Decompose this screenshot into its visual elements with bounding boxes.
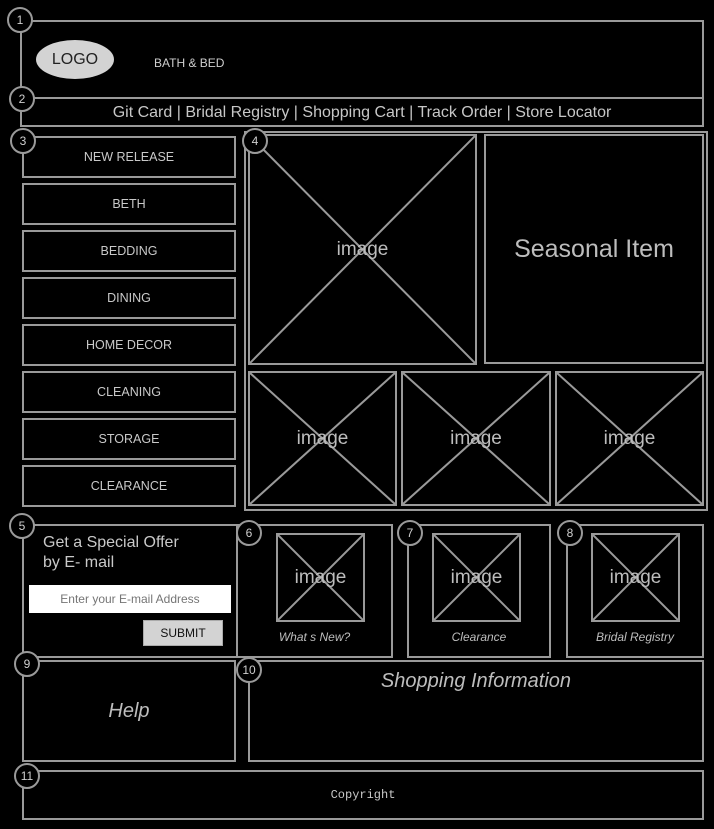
help-panel[interactable]: Help (22, 660, 236, 762)
section-number-10: 10 (236, 657, 262, 683)
brand-name: BATH & BED (154, 56, 225, 70)
image-label: image (450, 566, 503, 588)
promo-image-clearance[interactable] (432, 533, 521, 622)
offer-title-line2: by E- mail (43, 554, 115, 571)
section-number-8: 8 (557, 520, 583, 546)
image-label: image (336, 238, 389, 260)
section-number-2: 2 (9, 86, 35, 112)
featured-image-2[interactable] (401, 371, 551, 506)
image-label: image (294, 566, 347, 588)
promo-image-bridal-registry[interactable] (591, 533, 680, 622)
section-number-4: 4 (242, 128, 268, 154)
sidebar-item-storage[interactable]: STORAGE (22, 418, 236, 460)
featured-image-3[interactable] (555, 371, 704, 506)
section-number-5: 5 (9, 513, 35, 539)
image-label: image (450, 427, 502, 449)
sidebar-item-dining[interactable]: DINING (22, 277, 236, 319)
seasonal-item[interactable]: Seasonal Item (484, 134, 704, 364)
featured-image-main[interactable] (248, 134, 477, 365)
sidebar-item-cleaning[interactable]: CLEANING (22, 371, 236, 413)
image-label: image (609, 566, 662, 588)
submit-button[interactable]: SUBMIT (143, 620, 223, 646)
featured-image-1[interactable] (248, 371, 397, 506)
offer-title-line1: Get a Special Offer (43, 534, 179, 551)
section-number-7: 7 (397, 520, 423, 546)
image-label: image (296, 427, 349, 449)
sidebar-item-bedding[interactable]: BEDDING (22, 230, 236, 272)
sidebar-item-clearance[interactable]: CLEARANCE (22, 465, 236, 507)
section-number-11: 11 (14, 763, 40, 789)
offer-title (43, 533, 179, 573)
logo[interactable]: LOGO (36, 40, 114, 79)
copyright-text: Copyright (330, 788, 396, 802)
section-number-6: 6 (236, 520, 262, 546)
section-number-1: 1 (7, 7, 33, 33)
sidebar-item-new-release[interactable]: NEW RELEASE (22, 136, 236, 178)
promo-caption-whats-new: What s New? (278, 630, 351, 644)
promo-caption-clearance: Clearance (451, 630, 507, 644)
header-area (20, 20, 704, 99)
image-label: image (603, 427, 656, 449)
nav-links[interactable]: Git Card | Bridal Registry | Shopping Cart | Track Order | Store Locator (112, 104, 612, 121)
promo-image-whats-new[interactable] (276, 533, 365, 622)
section-number-9: 9 (14, 651, 40, 677)
email-field[interactable] (29, 585, 231, 613)
section-number-3: 3 (10, 128, 36, 154)
sidebar-item-beth[interactable]: BETH (22, 183, 236, 225)
shopping-information-title: Shopping Information (380, 670, 572, 692)
promo-caption-bridal-registry: Bridal Registry (595, 630, 675, 644)
sidebar-item-home-decor[interactable]: HOME DECOR (22, 324, 236, 366)
